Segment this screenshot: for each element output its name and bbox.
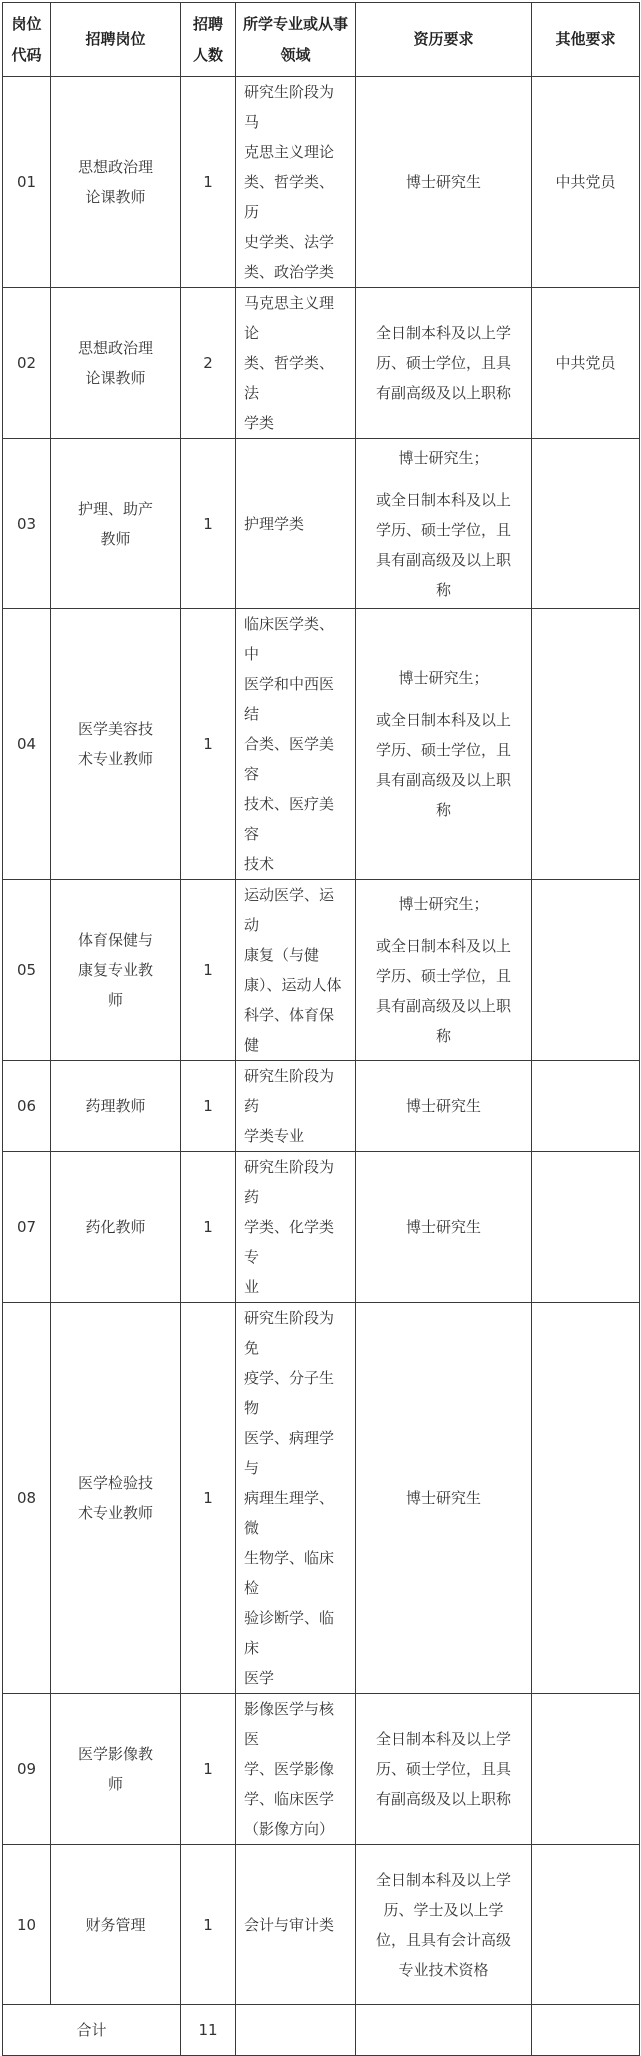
header-code-line: 代码 bbox=[11, 45, 42, 64]
headcount-cell: 1 bbox=[181, 609, 236, 880]
other-requirement-cell: 中共党员 bbox=[532, 288, 640, 439]
education-line: 历、硕士学位，且具 bbox=[375, 354, 511, 372]
major-cell bbox=[236, 1152, 356, 1303]
position-name-line: 药理教师 bbox=[85, 1097, 146, 1115]
education-cell bbox=[356, 609, 532, 880]
position-code-cell: 01 bbox=[3, 77, 51, 288]
other-requirement-cell: 中共党员 bbox=[532, 77, 640, 288]
education-cell bbox=[356, 1303, 532, 1694]
major-line: 研究生阶段为药 bbox=[244, 1158, 335, 1206]
education-cell bbox=[356, 288, 532, 439]
major-line: 研究生阶段为马 bbox=[244, 83, 335, 131]
table-row bbox=[3, 1694, 640, 1845]
education-line: 位，且具有会计高级 bbox=[375, 1930, 511, 1949]
position-name-line: 药化教师 bbox=[85, 1218, 146, 1236]
major-line: 科学、体育保健 bbox=[244, 1006, 335, 1054]
header-position: 招聘岗位 bbox=[51, 3, 181, 77]
education-line: 全日制本科及以上学 bbox=[375, 324, 511, 342]
position-name-line: 康复专业教 bbox=[77, 961, 153, 979]
major-line: 类、哲学类、法 bbox=[244, 354, 335, 402]
other-requirement-cell bbox=[532, 439, 640, 609]
position-name-cell bbox=[51, 77, 181, 288]
education-line: 具有副高级及以上职 bbox=[375, 997, 511, 1015]
headcount-cell: 1 bbox=[181, 1845, 236, 2005]
line-gap bbox=[364, 919, 523, 931]
education-line: 有副高级及以上职称 bbox=[375, 1790, 511, 1808]
position-name-line: 教师 bbox=[100, 529, 131, 548]
major-line: 医学、病理学与 bbox=[244, 1429, 335, 1477]
education-line: 学历、硕士学位，且 bbox=[375, 520, 511, 539]
line-gap bbox=[364, 693, 523, 705]
major-line: 业 bbox=[244, 1278, 260, 1296]
major-line: 合类、医学美容 bbox=[244, 735, 335, 783]
major-line: 学、临床医学 bbox=[244, 1790, 335, 1808]
position-name-cell bbox=[51, 1152, 181, 1303]
position-name-line: 思想政治理 bbox=[77, 339, 153, 357]
major-cell bbox=[236, 1303, 356, 1694]
total-empty-cell bbox=[236, 2005, 356, 2056]
education-line: 博士研究生 bbox=[405, 1489, 481, 1507]
headcount-cell: 1 bbox=[181, 880, 236, 1061]
table-row bbox=[3, 439, 640, 609]
line-gap bbox=[364, 473, 523, 485]
education-line: 或全日制本科及以上 bbox=[375, 711, 511, 729]
major-cell bbox=[236, 880, 356, 1061]
position-name-cell bbox=[51, 1303, 181, 1694]
header-count-line: 人数 bbox=[192, 45, 223, 64]
position-code-cell: 05 bbox=[3, 880, 51, 1061]
position-name-cell bbox=[51, 288, 181, 439]
table-row bbox=[3, 1845, 640, 2005]
education-line: 或全日制本科及以上 bbox=[375, 937, 511, 955]
major-cell bbox=[236, 1694, 356, 1845]
header-major-line: 领域 bbox=[280, 45, 311, 64]
total-row bbox=[3, 2005, 640, 2056]
major-line: 技术、医疗美容 bbox=[244, 795, 335, 843]
major-cell bbox=[236, 439, 356, 609]
position-name-cell bbox=[51, 1845, 181, 2005]
position-name-cell bbox=[51, 609, 181, 880]
position-name-line: 思想政治理 bbox=[77, 158, 153, 176]
table-row bbox=[3, 77, 640, 288]
education-line: 历、硕士学位，且具 bbox=[375, 1760, 511, 1778]
header-count-line: 招聘 bbox=[192, 14, 223, 33]
position-code-cell: 09 bbox=[3, 1694, 51, 1845]
education-cell bbox=[356, 1061, 532, 1152]
education-line: 具有副高级及以上职 bbox=[375, 550, 511, 569]
position-code-cell: 10 bbox=[3, 1845, 51, 2005]
major-line: 学、医学影像 bbox=[244, 1760, 335, 1778]
other-requirement-cell bbox=[532, 1061, 640, 1152]
education-cell bbox=[356, 77, 532, 288]
table-header-row bbox=[3, 3, 640, 77]
table-row bbox=[3, 1061, 640, 1152]
position-name-line: 术专业教师 bbox=[77, 750, 153, 768]
education-line: 博士研究生 bbox=[405, 173, 481, 191]
education-line: 称 bbox=[435, 801, 451, 819]
other-requirement-cell bbox=[532, 609, 640, 880]
major-line: 克思主义理论 bbox=[244, 143, 335, 161]
major-line: 护理学类 bbox=[244, 514, 305, 533]
education-first-line: 博士研究生； bbox=[398, 895, 489, 913]
other-requirement-cell bbox=[532, 1694, 640, 1845]
major-cell bbox=[236, 288, 356, 439]
major-line: 运动医学、运动 bbox=[244, 886, 335, 934]
education-line: 专业技术资格 bbox=[398, 1960, 489, 1979]
position-code-cell: 06 bbox=[3, 1061, 51, 1152]
education-line: 有副高级及以上职称 bbox=[375, 384, 511, 402]
education-line: 称 bbox=[435, 580, 451, 599]
header-major bbox=[236, 3, 356, 77]
major-line: 医学 bbox=[244, 1669, 275, 1687]
major-line: （影像方向） bbox=[244, 1820, 335, 1838]
total-empty-cell bbox=[532, 2005, 640, 2056]
education-line: 全日制本科及以上学 bbox=[375, 1870, 511, 1889]
education-cell bbox=[356, 1694, 532, 1845]
major-line: 学类专业 bbox=[244, 1127, 305, 1145]
major-line: 验诊断学、临床 bbox=[244, 1609, 335, 1657]
table-row bbox=[3, 880, 640, 1061]
major-line: 类、政治学类 bbox=[244, 263, 335, 281]
education-line: 博士研究生 bbox=[405, 1218, 481, 1236]
major-line: 类、哲学类、历 bbox=[244, 173, 335, 221]
total-label: 合计 bbox=[3, 2005, 181, 2056]
position-code-cell: 07 bbox=[3, 1152, 51, 1303]
education-line: 学历、硕士学位，且 bbox=[375, 741, 511, 759]
headcount-cell: 1 bbox=[181, 77, 236, 288]
major-line: 学类、化学类专 bbox=[244, 1218, 335, 1266]
position-name-line: 财务管理 bbox=[85, 1915, 146, 1934]
major-line: 会计与审计类 bbox=[244, 1915, 335, 1934]
headcount-cell: 1 bbox=[181, 1303, 236, 1694]
major-cell bbox=[236, 1845, 356, 2005]
header-code bbox=[3, 3, 51, 77]
position-name-cell bbox=[51, 1694, 181, 1845]
header-other: 其他要求 bbox=[532, 3, 640, 77]
education-line: 博士研究生 bbox=[405, 1097, 481, 1115]
other-requirement-cell bbox=[532, 1303, 640, 1694]
table-row bbox=[3, 609, 640, 880]
education-cell bbox=[356, 1152, 532, 1303]
major-line: 学类 bbox=[244, 414, 275, 432]
education-cell bbox=[356, 1845, 532, 2005]
position-code-cell: 08 bbox=[3, 1303, 51, 1694]
table-row bbox=[3, 1303, 640, 1694]
major-line: 疫学、分子生物 bbox=[244, 1369, 335, 1417]
position-name-line: 护理、助产 bbox=[77, 499, 153, 518]
major-line: 马克思主义理论 bbox=[244, 294, 335, 342]
position-name-line: 医学美容技 bbox=[77, 720, 153, 738]
major-cell bbox=[236, 609, 356, 880]
position-code-cell: 03 bbox=[3, 439, 51, 609]
major-line: 医学和中西医结 bbox=[244, 675, 335, 723]
position-name-line: 医学影像教 bbox=[77, 1745, 153, 1763]
education-line: 具有副高级及以上职 bbox=[375, 771, 511, 789]
header-code-line: 岗位 bbox=[11, 14, 42, 33]
position-name-line: 师 bbox=[107, 1775, 123, 1793]
table-row bbox=[3, 1152, 640, 1303]
education-line: 或全日制本科及以上 bbox=[375, 490, 511, 509]
education-line: 全日制本科及以上学 bbox=[375, 1730, 511, 1748]
headcount-cell: 2 bbox=[181, 288, 236, 439]
major-line: 研究生阶段为药 bbox=[244, 1067, 335, 1115]
position-name-cell bbox=[51, 439, 181, 609]
position-name-line: 师 bbox=[107, 991, 123, 1009]
position-name-cell bbox=[51, 880, 181, 1061]
header-count bbox=[181, 3, 236, 77]
headcount-cell: 1 bbox=[181, 1694, 236, 1845]
total-count: 11 bbox=[181, 2005, 236, 2056]
education-cell bbox=[356, 439, 532, 609]
headcount-cell: 1 bbox=[181, 439, 236, 609]
other-requirement-cell bbox=[532, 880, 640, 1061]
position-name-line: 论课教师 bbox=[85, 369, 146, 387]
position-name-line: 体育保健与 bbox=[77, 931, 153, 949]
education-line: 学历、硕士学位，且 bbox=[375, 967, 511, 985]
education-line: 历、学士及以上学 bbox=[383, 1900, 504, 1919]
major-line: 史学类、法学 bbox=[244, 233, 335, 251]
position-name-line: 论课教师 bbox=[85, 188, 146, 206]
recruitment-table bbox=[2, 2, 640, 2056]
major-cell bbox=[236, 1061, 356, 1152]
major-line: 技术 bbox=[244, 855, 275, 873]
education-first-line: 博士研究生； bbox=[398, 448, 489, 467]
position-code-cell: 04 bbox=[3, 609, 51, 880]
major-line: 病理生理学、微 bbox=[244, 1489, 335, 1537]
education-line: 称 bbox=[435, 1027, 451, 1045]
other-requirement-cell bbox=[532, 1845, 640, 2005]
position-name-line: 术专业教师 bbox=[77, 1504, 153, 1522]
major-line: 康复（与健 bbox=[244, 946, 320, 964]
position-name-cell bbox=[51, 1061, 181, 1152]
header-major-line: 所学专业或从事 bbox=[242, 14, 348, 33]
major-line: 影像医学与核医 bbox=[244, 1700, 335, 1748]
major-line: 生物学、临床检 bbox=[244, 1549, 335, 1597]
headcount-cell: 1 bbox=[181, 1152, 236, 1303]
headcount-cell: 1 bbox=[181, 1061, 236, 1152]
major-line: 康）、运动人体 bbox=[244, 976, 342, 994]
education-cell bbox=[356, 880, 532, 1061]
education-first-line: 博士研究生； bbox=[398, 669, 489, 687]
other-requirement-cell bbox=[532, 1152, 640, 1303]
position-name-line: 医学检验技 bbox=[77, 1474, 153, 1492]
header-education: 资历要求 bbox=[356, 3, 532, 77]
position-code-cell: 02 bbox=[3, 288, 51, 439]
major-cell bbox=[236, 77, 356, 288]
table-row bbox=[3, 288, 640, 439]
major-line: 研究生阶段为免 bbox=[244, 1309, 335, 1357]
major-line: 临床医学类、中 bbox=[244, 615, 335, 663]
total-empty-cell bbox=[356, 2005, 532, 2056]
